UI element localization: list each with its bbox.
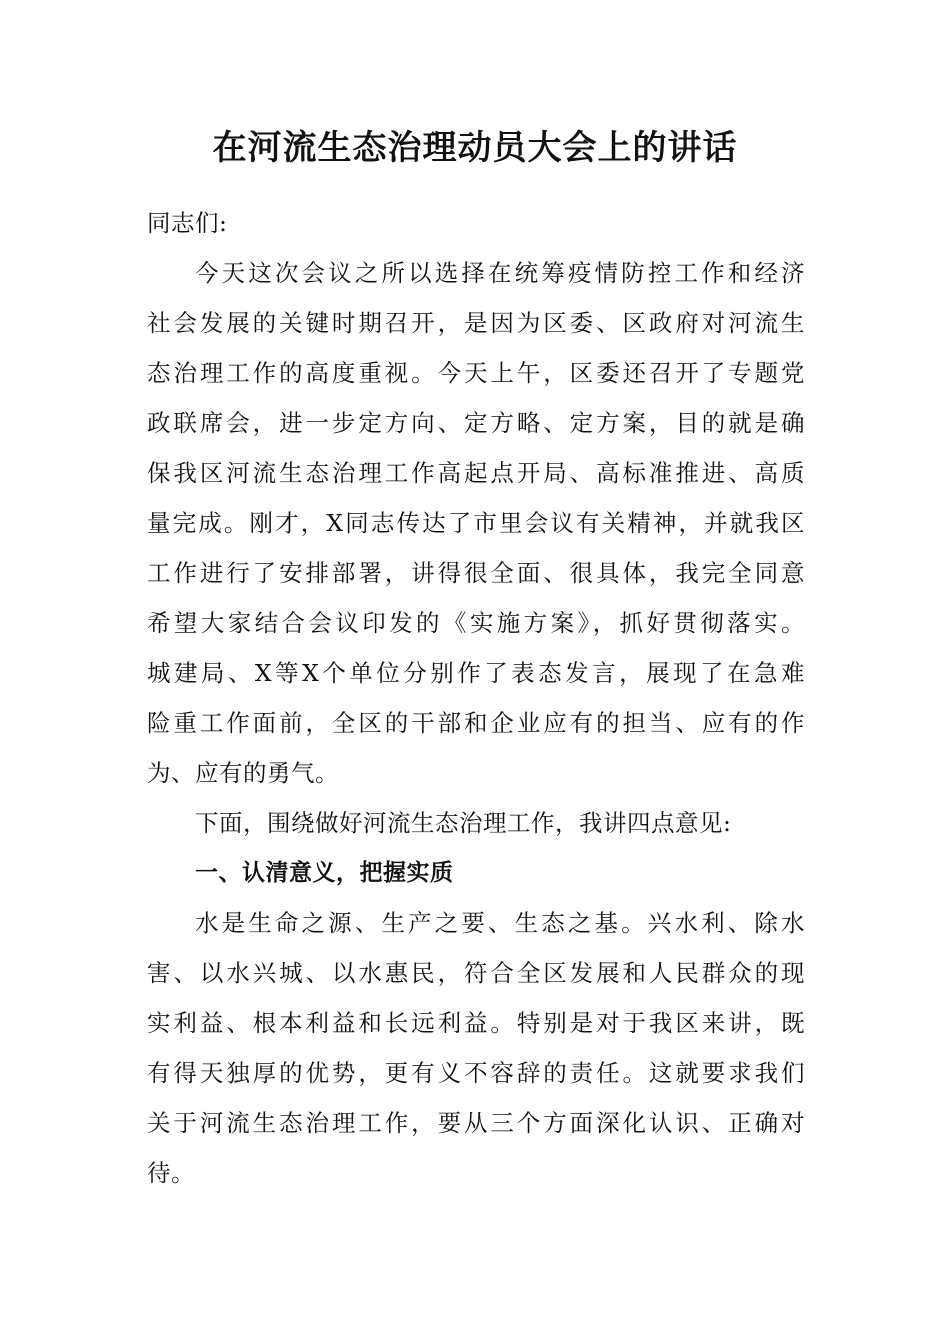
paragraph-line: 险重工作面前，全区的干部和企业应有的担当、应有的作 — [147, 709, 805, 737]
paragraph-intro — [147, 248, 805, 798]
paragraph-outline: 下面，围绕做好河流生态治理工作，我讲四点意见: — [195, 809, 732, 837]
paragraph-line: 保我区河流生态治理工作高起点开局、高标准推进、高质 — [147, 459, 805, 487]
paragraph-line: 实利益、根本利益和长远利益。特别是对于我区来讲，既 — [147, 1009, 805, 1037]
paragraph-line: 量完成。刚才，X同志传达了市里会议有关精神，并就我区 — [147, 509, 805, 537]
paragraph-line: 有得天独厚的优势，更有义不容辞的责任。这就要求我们 — [147, 1059, 805, 1087]
section-heading: 一、认清意义，把握实质 — [195, 860, 454, 886]
paragraph-line: 社会发展的关键时期召开，是因为区委、区政府对河流生 — [147, 309, 805, 337]
paragraph-line: 为、应有的勇气。 — [147, 759, 339, 787]
paragraph-line: 今天这次会议之所以选择在统筹疫情防控工作和经济 — [195, 259, 805, 287]
paragraph-line: 政联席会，进一步定方向、定方略、定方案，目的就是确 — [147, 409, 805, 437]
paragraph-section1 — [147, 898, 805, 1198]
paragraph-line: 关于河流生态治理工作，要从三个方面深化认识、正确对 — [147, 1109, 805, 1137]
paragraph-line: 待。 — [147, 1159, 195, 1187]
paragraph-line: 希望大家结合会议印发的《实施方案》，抓好贯彻落实。 — [147, 609, 805, 637]
paragraph-line: 害、以水兴城、以水惠民，符合全区发展和人民群众的现 — [147, 959, 805, 987]
paragraph-line: 水是生命之源、生产之要、生态之基。兴水利、除水 — [195, 909, 805, 937]
paragraph-line: 城建局、X等X个单位分别作了表态发言，展现了在急难 — [147, 659, 805, 687]
paragraph-line: 工作进行了安排部署，讲得很全面、很具体，我完全同意 — [147, 559, 805, 587]
document-title: 在河流生态治理动员大会上的讲话 — [212, 128, 738, 168]
salutation: 同志们: — [147, 209, 228, 237]
document-body — [147, 198, 805, 1198]
paragraph-line: 态治理工作的高度重视。今天上午，区委还召开了专题党 — [147, 359, 805, 387]
